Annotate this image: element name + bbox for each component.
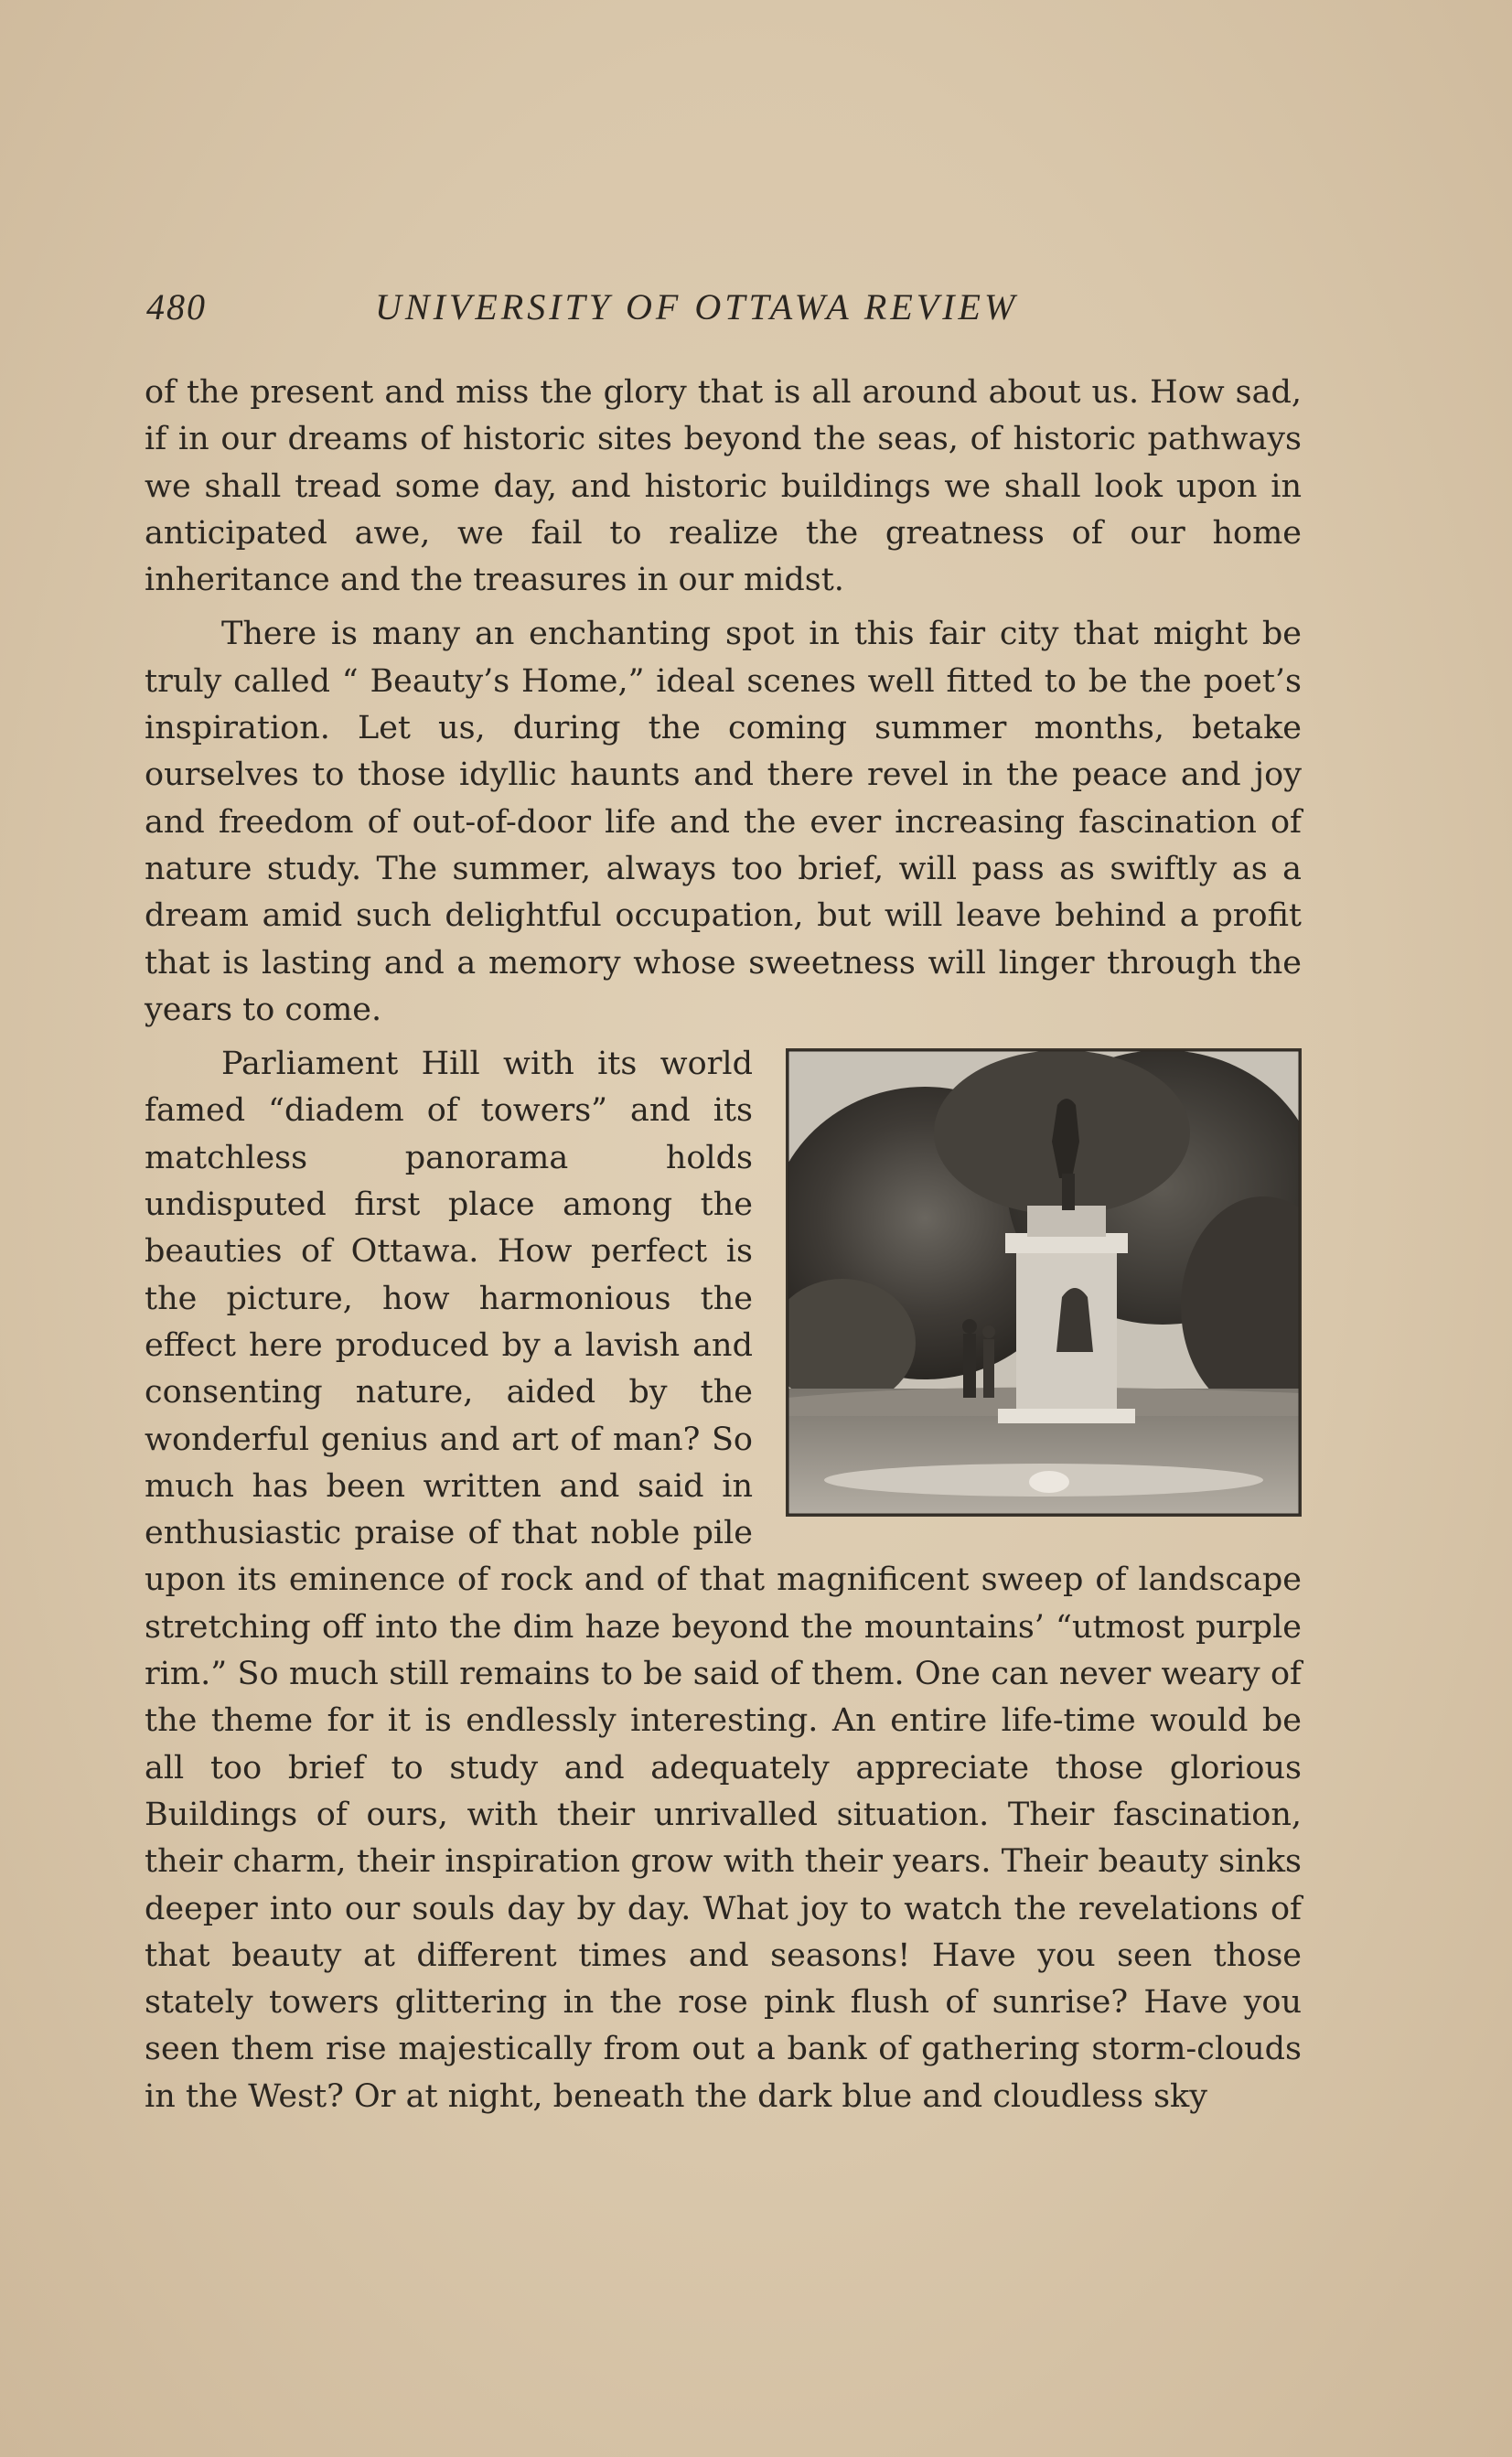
page-number: 480 [146,286,207,327]
journal-title: UNIVERSITY OF OTTAWA REVIEW [375,286,1019,327]
article-text [145,370,1302,2128]
paragraph: Parliament Hill with its world famed “diadem of towers” and its matchless panorama holds undisputed first place among the beauties of Ottawa. How perfect is the picture, how harmonious the effect here produced by a lavish and consenting nature, aided by the wonderful genius and art of man? So much has been written and said in enthusiastic praise of that noble pile upon its eminence of rock and of that magnificent sweep of landscape stretching off into the dim haze beyond the mountains’ “utmost purple rim.” So much still remains to be said of them. One can never weary of the theme for it is endlessly interesting. An entire life-time would be all too brief to study and adequately appreciate those glorious Buildings of ours, with their unrivalled situation. Their fascination, their charm, their inspiration grow with their years. Their beauty sinks deeper into our souls day by day. What joy to watch the revelations of that beauty at different times and seasons! Have you seen those stately towers glittering in the rose pink flush of sunrise? Have you seen them rise majestically from out a bank of gathering storm-clouds in the West? Or at night, beneath the dark blue and cloudless sky [145,1046,1302,2115]
paragraph: of the present and miss the glory that is all around about us. How sad, if in our dreams of historic sites beyond the seas, of historic pathways we shall tread some day, and historic buildings we shall look upon in anticipated awe, we fail to realize the greatness of our home inheritance and the treasures in our midst. [145,374,1302,599]
running-head [146,285,1299,337]
photograph-image [788,1050,1300,1515]
monument-photograph [786,1048,1302,1517]
paragraph: There is many an enchanting spot in this fair city that might be truly called “ Beauty’s Home,” ideal scenes well fitted to be the poet’s inspiration. Let us, during the coming summer months, betake ourselves to those idyllic haunts and there revel in the peace and joy and freedom of out-of-door life and the ever increasing fascination of nature study. The summer, always too brief, will pass as swiftly as a dream amid such delightful occupation, but will leave behind a profit that is lasting and a memory whose sweetness will linger through the years to come. [145,616,1302,1028]
